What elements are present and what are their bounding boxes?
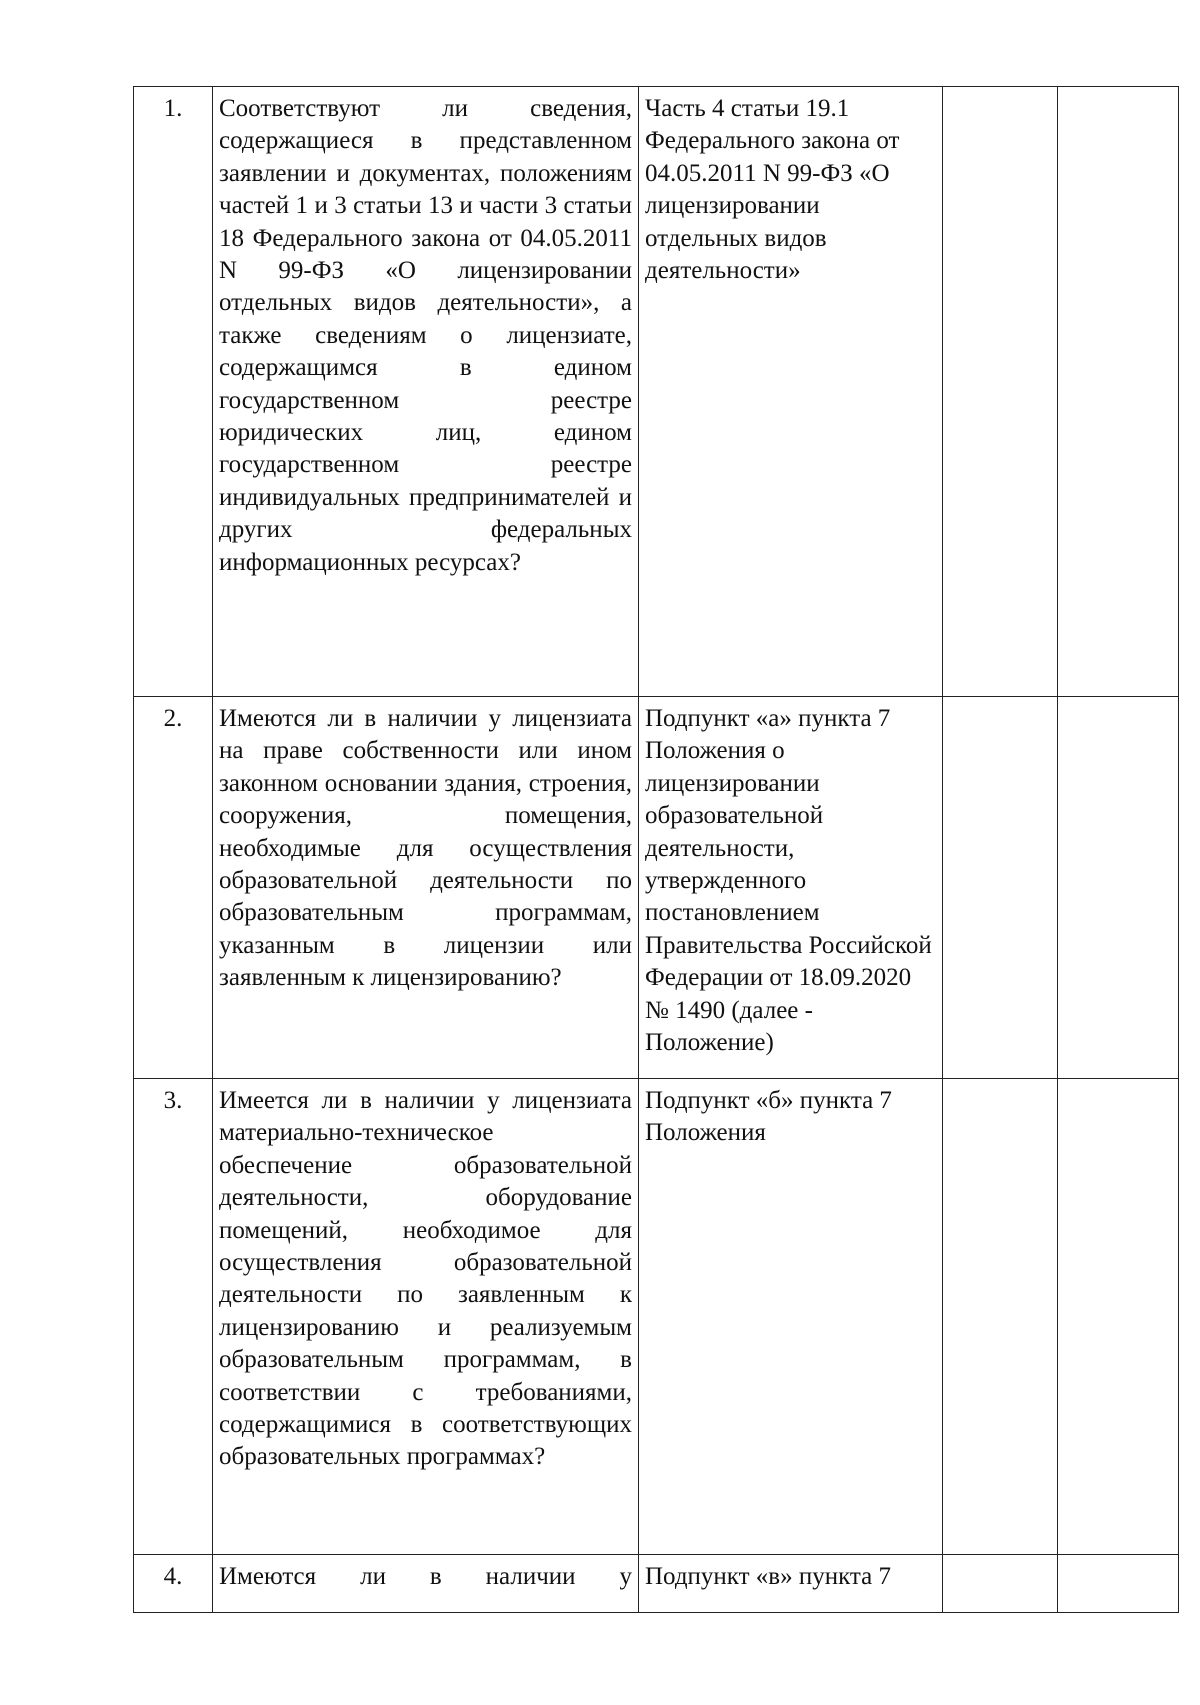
table-row bbox=[134, 1555, 1179, 1613]
legal-reference-cell: Часть 4 статьи 19.1 Федерального закона от 04.05.2011 N 99-ФЗ «О лицензировании отдельных видов деятельности» bbox=[639, 87, 943, 697]
note-cell bbox=[1058, 697, 1179, 1079]
answer-cell bbox=[943, 697, 1058, 1079]
legal-reference-cell: Подпункт «б» пункта 7 Положения bbox=[639, 1079, 943, 1555]
question-cell: Имеются ли в наличии у bbox=[213, 1555, 639, 1613]
row-number: 3. bbox=[134, 1079, 213, 1555]
table-row bbox=[134, 1079, 1179, 1555]
table-row bbox=[134, 87, 1179, 697]
note-cell bbox=[1058, 1079, 1179, 1555]
legal-reference-cell: Подпункт «в» пункта 7 bbox=[639, 1555, 943, 1613]
legal-reference-cell: Подпункт «а» пункта 7 Положения о лицензировании образовательной деятельности, утвержденного постановлением Правительства Российской Федерации от 18.09.2020 № 1490 (далее - Положение) bbox=[639, 697, 943, 1079]
table-row bbox=[134, 697, 1179, 1079]
checklist-table bbox=[133, 86, 1179, 1613]
question-cell: Соответствуют ли сведения, содержащиеся в представленном заявлении и документах, положениям частей 1 и 3 статьи 13 и части 3 статьи 18 Федерального закона от 04.05.2011 N 99-ФЗ «О лицензировании отдельных видов деятельности», а также сведениям о лицензиате, содержащимся в едином государственном реестре юридических лиц, едином государственном реестре индивидуальных предпринимателей и других федеральных информационных ресурсах? bbox=[213, 87, 639, 697]
answer-cell bbox=[943, 87, 1058, 697]
question-cell: Имеются ли в наличии у лицензиата на праве собственности или ином законном основании здания, строения, сооружения, помещения, необходимые для осуществления образовательной деятельности по образовательным программам, указанным в лицензии или заявленным к лицензированию? bbox=[213, 697, 639, 1079]
note-cell bbox=[1058, 87, 1179, 697]
row-number: 2. bbox=[134, 697, 213, 1079]
row-number: 4. bbox=[134, 1555, 213, 1613]
answer-cell bbox=[943, 1555, 1058, 1613]
answer-cell bbox=[943, 1079, 1058, 1555]
row-number: 1. bbox=[134, 87, 213, 697]
note-cell bbox=[1058, 1555, 1179, 1613]
question-cell: Имеется ли в наличии у лицензиата материально-техническое обеспечение образовательной деятельности, оборудование помещений, необходимое для осуществления образовательной деятельности по заявленным к лицензированию и реализуемым образовательным программам, в соответствии с требованиями, содержащимися в соответствующих образовательных программах? bbox=[213, 1079, 639, 1555]
